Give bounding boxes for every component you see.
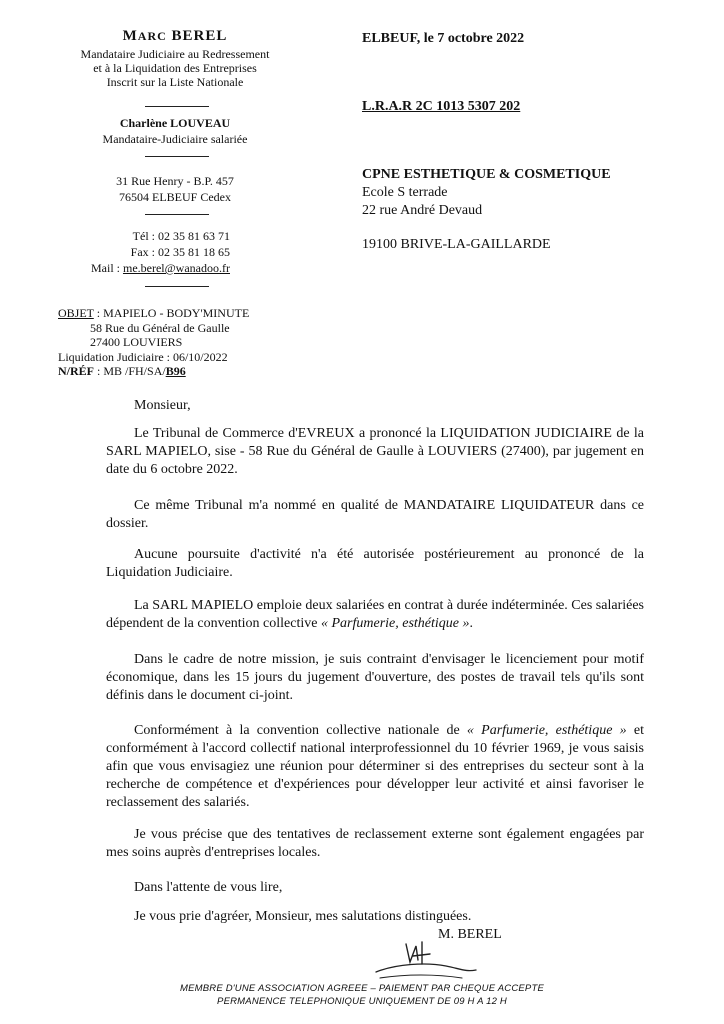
firm-role: Mandataire Judiciaire au Redressement et à la Liquidation des Entreprises Inscrit sur la Liste Nationale xyxy=(80,47,270,89)
closing-formula: Je vous prie d'agréer, Monsieur, mes salutations distinguées. xyxy=(134,909,472,924)
sender-contacts xyxy=(40,228,230,276)
closing-line: Dans l'attente de vous lire, xyxy=(134,880,283,895)
object-label: OBJET xyxy=(58,306,94,320)
object-block: OBJET : MAPIELO - BODY'MINUTE 58 Rue du Général de Gaulle 27400 LOUVIERS Liquidation Judiciaire : 06/10/2022 N/RÉF : MB /FH/SA/B96 xyxy=(58,306,250,378)
footer-association: MEMBRE D'UNE ASSOCIATION AGREEE – PAIEMENT PAR CHEQUE ACCEPTE xyxy=(180,983,544,994)
recipient-address: CPNE ESTHETIQUE & COSMETIQUE Ecole S terrade 22 rue André Devaud xyxy=(362,167,611,218)
sender-tel: Tél : 02 35 81 63 71 xyxy=(132,229,230,243)
firm-name: MARC BEREL xyxy=(122,28,228,44)
ref-label: N/RÉF xyxy=(58,364,94,378)
mail-link[interactable]: me.berel@wanadoo.fr xyxy=(122,261,230,275)
liquidation-date: Liquidation Judiciaire : 06/10/2022 xyxy=(58,349,228,364)
paragraph: Aucune poursuite d'activité n'a été autorisée postérieurement au prononcé de la Liquidation Judiciaire. xyxy=(106,547,644,580)
paragraph: Le Tribunal de Commerce d'EVREUX a prononcé la LIQUIDATION JUDICIAIRE de la SARL MAPIELO, sise - 58 Rue du Général de Gaulle à LOUVIERS (27400), par jugement en date du 6 octobre 2022. xyxy=(106,426,644,477)
ref-code: B96 xyxy=(165,364,186,378)
signer-name: M. BEREL xyxy=(438,927,502,942)
place-date: ELBEUF, le 7 octobre 2022 xyxy=(362,31,525,46)
recipient-name: CPNE ESTHETIQUE & COSMETIQUE xyxy=(362,167,611,182)
paragraph: La SARL MAPIELO emploie deux salariées en contrat à durée indéterminée. Ces salariées dépendent de la convention collective « Parfumerie, esthétique ». xyxy=(106,598,644,631)
sender-fax: Fax : 02 35 81 18 65 xyxy=(130,245,230,259)
lrar-number: L.R.A.R 2C 1013 5307 202 xyxy=(362,99,521,114)
header-divider xyxy=(145,214,209,215)
salutation: Monsieur, xyxy=(134,398,191,413)
mail-label: Mail : xyxy=(90,261,120,275)
sender-address: 31 Rue Henry - B.P. 457 76504 ELBEUF Cedex xyxy=(116,174,234,204)
salaried-name: Charlène LOUVEAU xyxy=(119,116,231,130)
signature-icon xyxy=(366,938,486,986)
recipient-city: 19100 BRIVE-LA-GAILLARDE xyxy=(362,237,551,252)
paragraph: Ce même Tribunal m'a nommé en qualité de MANDATAIRE LIQUIDATEUR dans ce dossier. xyxy=(106,498,644,531)
paragraph: Dans le cadre de notre mission, je suis contraint d'envisager le licenciement pour motif économique, dans les 15 jours du jugement d'ouverture, des postes de travail tels qu'ils sont définis dans le document ci-joint. xyxy=(106,652,644,703)
object-value: : MAPIELO - BODY'MINUTE xyxy=(93,306,250,320)
header-divider xyxy=(145,286,209,287)
salaried-role: Mandataire-Judiciaire salariée xyxy=(102,132,248,146)
footer-hours: PERMANENCE TELEPHONIQUE UNIQUEMENT DE 09 H A 12 H xyxy=(217,996,507,1007)
header-divider xyxy=(145,156,209,157)
paragraph: Je vous précise que des tentatives de reclassement externe sont également engagées par mes soins auprès d'entreprises locales. xyxy=(106,827,644,860)
header-divider xyxy=(145,106,209,107)
paragraph: Conformément à la convention collective nationale de « Parfumerie, esthétique » et conformément à l'accord collectif national interprofessionnel du 10 février 1969, je vous saisis afin que vous envisagiez une réunion pour déterminer si des entreprises du secteur sont à la recherche de compétence et d'expériences pour développer leur activité et ainsi favoriser le reclassement des salariés. xyxy=(106,723,644,810)
